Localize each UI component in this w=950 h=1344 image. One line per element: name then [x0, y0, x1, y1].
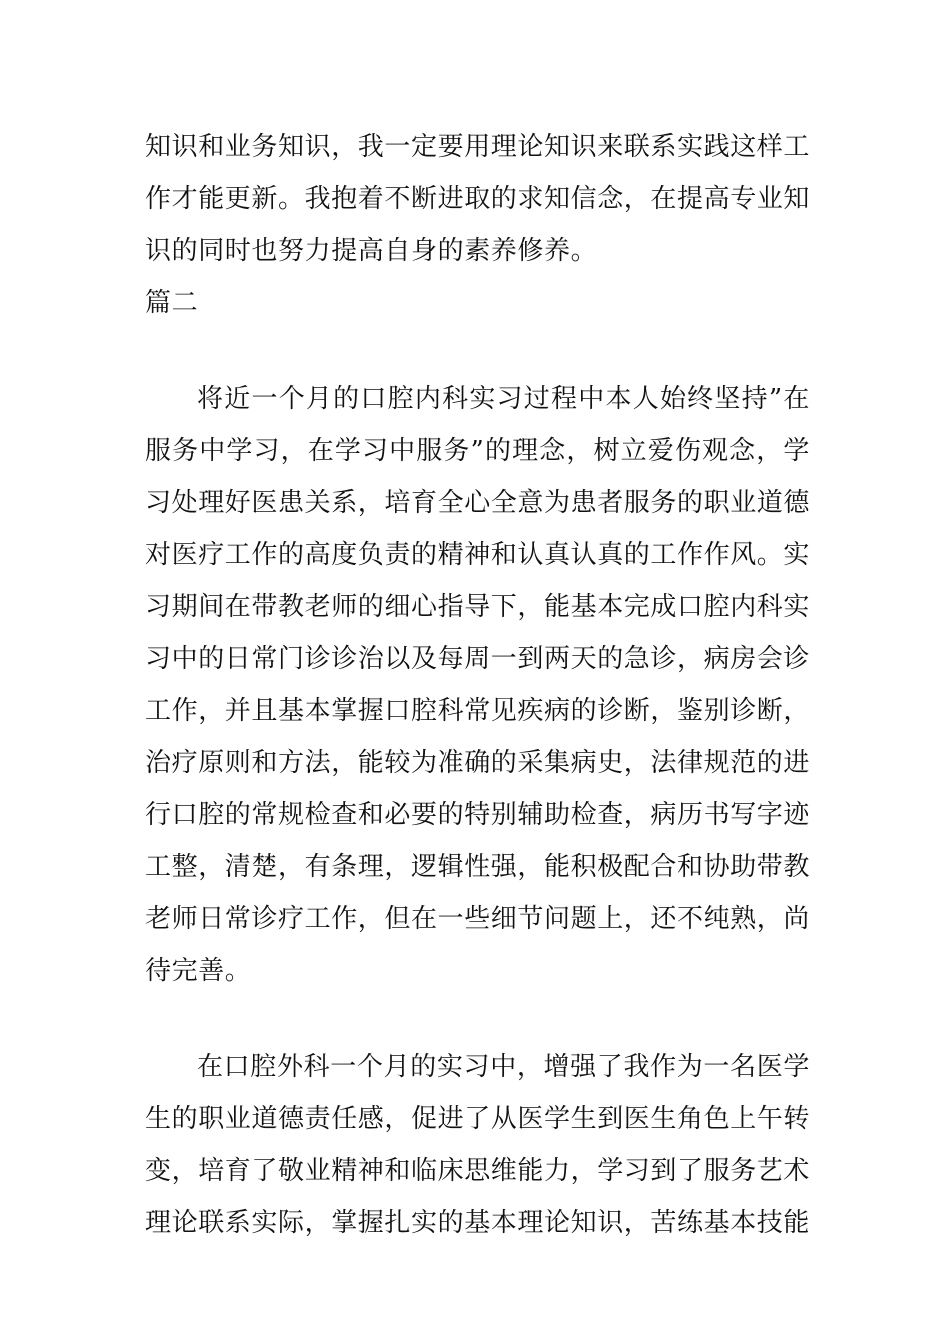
paragraph1-line-2: 服务中学习，在学习中服务”的理念，树立爱伤观念，学: [145, 436, 810, 466]
paragraph2-line-2: 生的职业道德责任感，促进了从医学生到医生角色上午转: [145, 1104, 810, 1134]
paragraph2-line-1: 在口腔外科一个月的实习中，增强了我作为一名医学: [197, 1052, 810, 1082]
paragraph1-line-4: 对医疗工作的高度负责的精神和认真认真的工作作风。实: [145, 540, 810, 570]
intro-line-2: 作才能更新。我抱着不断进取的求知信念，在提高专业知: [145, 184, 810, 214]
paragraph1-line-5: 习期间在带教老师的细心指导下，能基本完成口腔内科实: [145, 592, 810, 622]
paragraph1-line-7: 工作，并且基本掌握口腔科常见疾病的诊断，鉴别诊断，: [145, 696, 810, 726]
intro-line-3: 识的同时也努力提高自身的素养修养。: [145, 236, 598, 266]
paragraph1-line-3: 习处理好医患关系，培育全心全意为患者服务的职业道德: [145, 488, 810, 518]
paragraph1-line-9: 行口腔的常规检查和必要的特别辅助检查，病历书写字迹: [145, 800, 810, 830]
section-heading: 篇二: [145, 288, 199, 318]
paragraph2-line-4: 理论联系实际，掌握扎实的基本理论知识，苦练基本技能: [145, 1208, 810, 1238]
paragraph2-line-3: 变，培育了敬业精神和临床思维能力，学习到了服务艺术: [145, 1156, 810, 1186]
paragraph1-line-11: 老师日常诊疗工作，但在一些细节问题上，还不纯熟，尚: [145, 904, 810, 934]
paragraph1-line-10: 工整，清楚，有条理，逻辑性强，能积极配合和协助带教: [145, 852, 810, 882]
intro-line-1: 知识和业务知识，我一定要用理论知识来联系实践这样工: [145, 132, 810, 162]
paragraph1-line-12: 待完善。: [145, 956, 252, 986]
paragraph1-line-1: 将近一个月的口腔内科实习过程中本人始终坚持”在: [197, 384, 810, 414]
paragraph1-line-8: 治疗原则和方法，能较为准确的采集病史，法律规范的进: [145, 748, 810, 778]
paragraph1-line-6: 习中的日常门诊诊治以及每周一到两天的急诊，病房会诊: [145, 644, 810, 674]
